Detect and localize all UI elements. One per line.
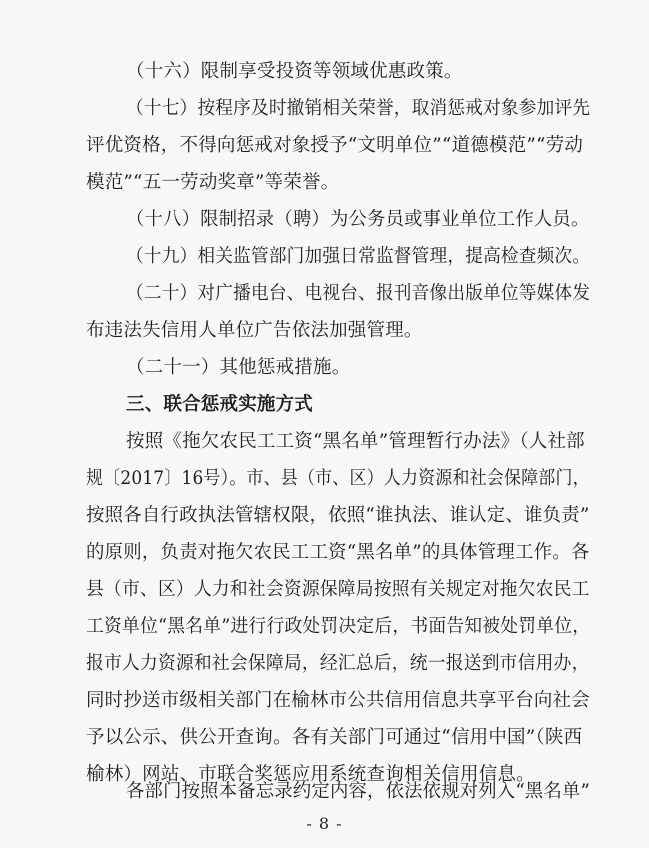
- text-line: （十八）限制招录（聘）为公务员或事业单位工作人员。: [126, 209, 590, 230]
- text-line: 按照各自行政执法管辖权限，依照“谁执法、谁认定、谁负责”: [86, 505, 590, 526]
- text-line: 评优资格，不得向惩戒对象授予“文明单位”“道德模范”“劳动: [86, 135, 584, 156]
- text-line: 报市人力资源和社会保障局，经汇总后，统一报送到市信用办，: [86, 653, 590, 674]
- text-line: 同时抄送市级相关部门在榆林市公共信用信息共享平台向社会: [86, 690, 590, 711]
- section-heading: 三、联合惩戒实施方式: [126, 394, 314, 415]
- text-line: 模范”“五一劳动奖章”等荣誉。: [86, 172, 340, 193]
- text-line: 按照《拖欠农民工工资“黑名单”管理暂行办法》（人社部: [126, 431, 585, 452]
- text-line: 的原则，负责对拖欠农民工工资“黑名单”的具体管理工作。各: [86, 542, 590, 563]
- text-line: 布违法失信用人单位广告依法加强管理。: [86, 320, 423, 341]
- page-number: - 8 -: [306, 814, 343, 833]
- text-line: （十六）限制享受投资等领域优惠政策。: [126, 61, 463, 82]
- text-line: 予以公示、供公开查询。各有关部门可通过“信用中国”（陕西: [86, 727, 583, 748]
- text-line: 规〔2017〕16号）。市、县（市、区）人力资源和社会保障部门，: [86, 468, 590, 489]
- text-line: （十七）按程序及时撤销相关荣誉，取消惩戒对象参加评先: [126, 98, 591, 119]
- text-line: （二十）对广播电台、电视台、报刊音像出版单位等媒体发: [126, 283, 591, 304]
- text-line: 工资单位“黑名单”进行行政处罚决定后，书面告知被处罚单位，: [86, 616, 591, 637]
- text-line: （二十一）其他惩戒措施。: [126, 357, 351, 378]
- text-line: 榆林）网站、市联合奖惩应用系统查询相关信用信息。: [86, 764, 535, 785]
- text-line: （十九）相关监管部门加强日常监督管理，提高检查频次。: [126, 246, 591, 267]
- text-line: 县（市、区）人力和社会资源保障局按照有关规定对拖欠农民工: [86, 579, 590, 600]
- text-line: 各部门按照本备忘录约定内容，依法依规对列入“黑名单”: [126, 781, 591, 802]
